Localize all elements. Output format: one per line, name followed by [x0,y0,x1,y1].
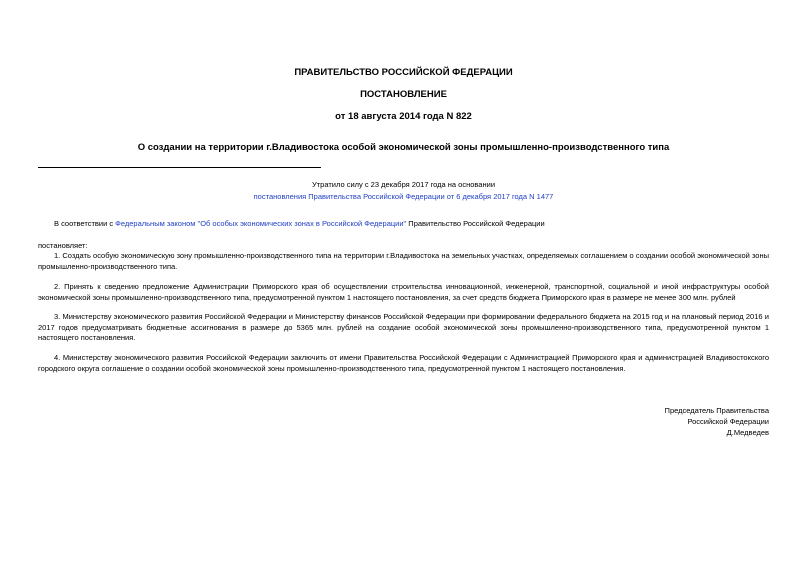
document-title: О создании на территории г.Владивостока особой экономической зоны промышленно-производственного типа [137,142,670,153]
signature-title-line2: Российской Федерации [687,417,769,426]
paragraph-1: 1. Создать особую экономическую зону промышленно-производственного типа на территории г.Владивостока на земельных участках, определяемых соглашением о создании особой экономической зоны промышленно-производственного типа. [38,251,769,271]
repeal-decree-link[interactable]: постановления Правительства Российской Федерации от 6 декабря 2017 года N 1477 [253,192,554,201]
document-type-heading: ПОСТАНОВЛЕНИЕ [360,89,447,100]
date-number-heading: от 18 августа 2014 года N 822 [335,111,472,122]
separator-line [38,167,321,168]
government-heading: ПРАВИТЕЛЬСТВО РОССИЙСКОЙ ФЕДЕРАЦИИ [294,67,513,78]
signature-block [665,405,769,438]
paragraph-2: 2. Принять к сведению предложение Администрации Приморского края об осуществлении строительства инновационной, инженерной, транспортной, социальной и иной инфраструктуры особой экономической зоны промышленно-производственного типа, предусмотренной пунктом 1 настоящего постановления, за счет средств бюджета Приморского края в размере не менее 300 млн. рублей [38,282,769,302]
status-note: Утратило силу с 23 декабря 2017 года на основании [311,180,496,189]
preamble-prefix: В соответствии с [54,219,116,228]
federal-law-link[interactable]: Федеральным законом "Об особых экономических зонах в Российской Федерации" [115,219,407,228]
status-note-link-line [0,192,807,202]
preamble-suffix: Правительство Российской Федерации [406,219,545,228]
preamble [38,219,769,230]
signature-title-line1: Председатель Правительства [664,406,769,415]
signature-name: Д.Медведев [726,428,769,437]
decree-word: постановляет: [38,241,88,250]
paragraph-3: 3. Министерству экономического развития Российской Федерации и Министерству финансов Российской Федерации при формировании федерального бюджета на 2015 год и на плановый период 2016 и 2017 годов предусматривать бюджетные ассигнования в размере до 5365 млн. рублей на создание особой экономической зоны промышленно-производственного типа, предусмотренной пунктом 1 настоящего постановления. [38,312,769,342]
paragraph-4: 4. Министерству экономического развития Российской Федерации заключить от имени Правительства Российской Федерации с Администрацией Приморского края и администрацией Владивостокского городского округа соглашение о создании особой экономической зоны промышленно-производственного типа, предусмотренной пунктом 1 настоящего постановления. [38,353,769,373]
